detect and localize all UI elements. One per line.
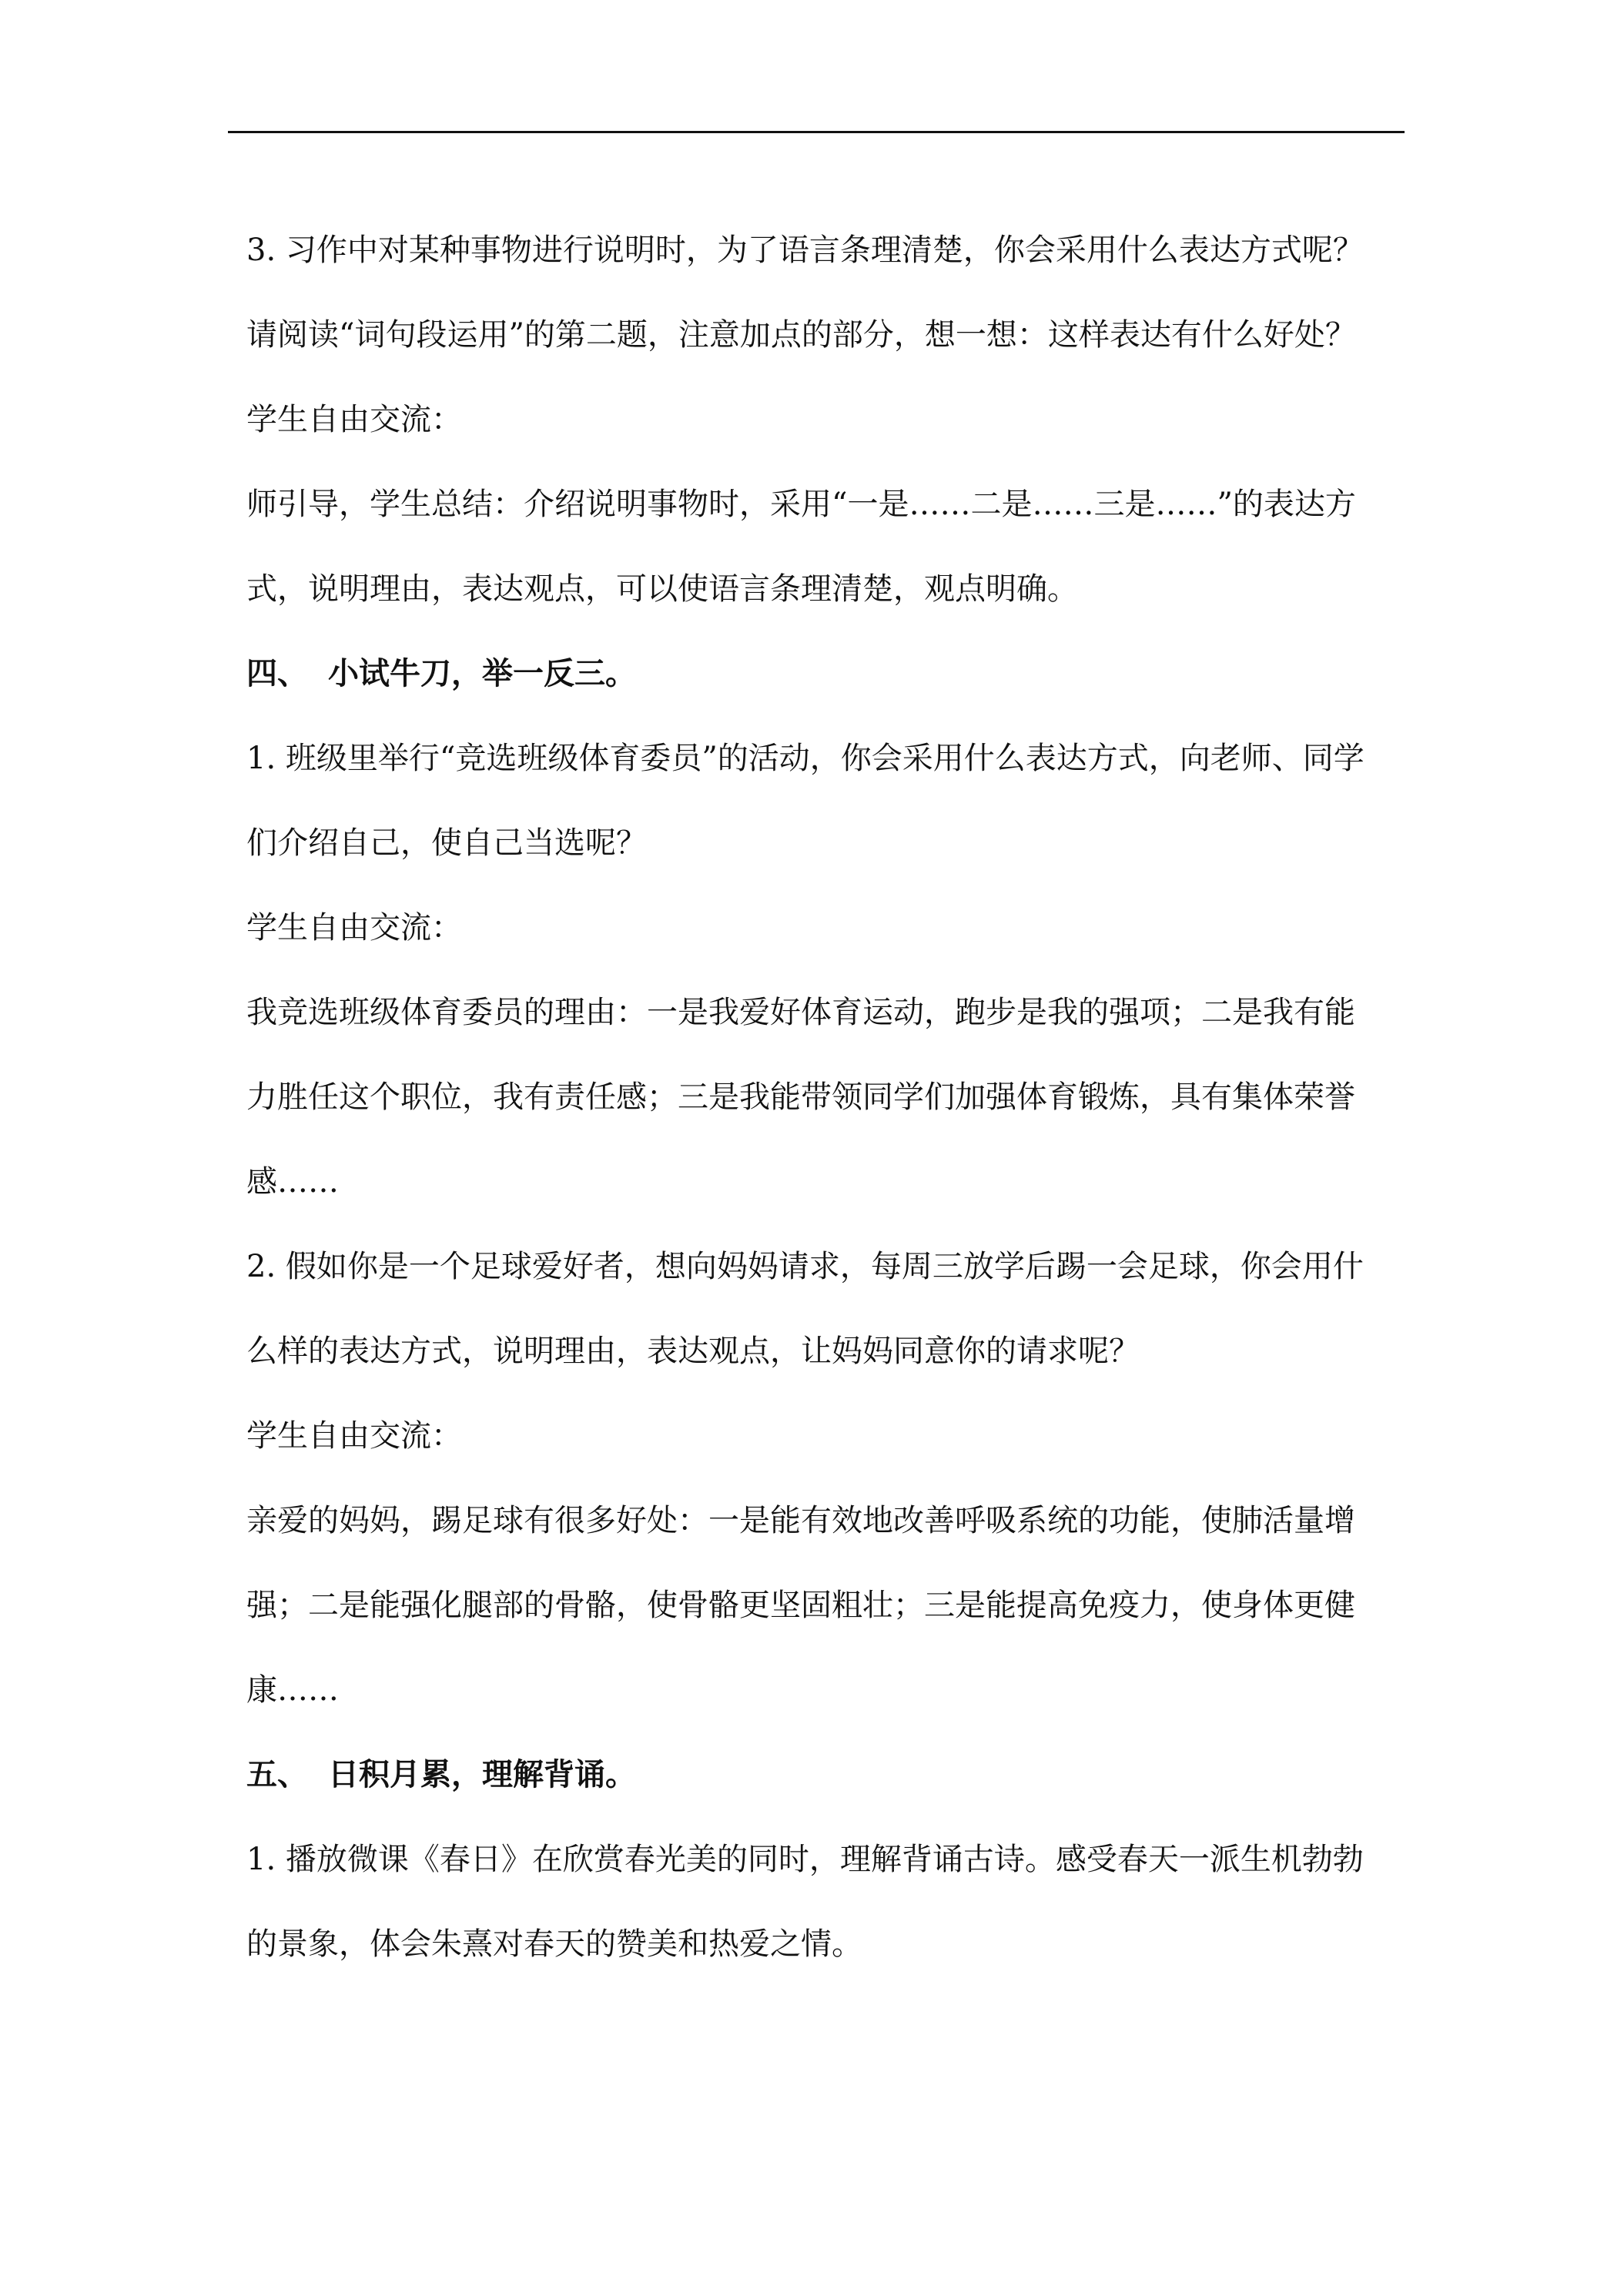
paragraph-student-exchange: 学生自由交流： [246, 1418, 462, 1454]
paragraph-election-answer: 我竞选班级体育委员的理由：一是我爱好体育运动，跑步是我的强项；二是我有能力胜任这个职位，我有责任感；三是我能带领同学们加强体育锻炼，具有集体荣誉感…… [246, 995, 1355, 1200]
section-number: 四、 [246, 655, 308, 691]
paragraph-teacher-summary: 师引导，学生总结：介绍说明事物时，采用“一是……二是……三是……”的表达方式，说明理由，表达观点，可以使语言条理清楚，观点明确。 [246, 487, 1356, 607]
section-number: 五、 [246, 1756, 308, 1792]
paragraph-student-exchange: 学生自由交流： [246, 910, 462, 946]
paragraph-student-exchange: 学生自由交流： [246, 402, 462, 437]
paragraph-q3: 3. 习作中对某种事物进行说明时，为了语言条理清楚，你会采用什么表达方式呢？请阅读“词句段运用”的第二题，注意加点的部分，想一想：这样表达有什么好处？ [246, 233, 1364, 353]
section-title: 日积月累，理解背诵。 [328, 1756, 636, 1792]
section-heading-5 [246, 1732, 1371, 1817]
document-body [246, 208, 1371, 1986]
paragraph-q2-football: 2. 假如你是一个足球爱好者，想向妈妈请求，每周三放学后踢一会足球，你会用什么样的表达方式，说明理由，表达观点，让妈妈同意你的请求呢？ [246, 1249, 1364, 1369]
section-heading-4 [246, 631, 1371, 716]
header-rule [228, 131, 1405, 133]
section-title: 小试牛刀，举一反三。 [328, 655, 636, 691]
paragraph-football-answer: 亲爱的妈妈，踢足球有很多好处：一是能有效地改善呼吸系统的功能，使肺活量增强；二是能强化腿部的骨骼，使骨骼更坚固粗壮；三是能提高免疫力，使身体更健康…… [246, 1503, 1355, 1708]
paragraph-q1-election: 1. 班级里举行“竞选班级体育委员”的活动，你会采用什么表达方式，向老师、同学们介绍自己，使自己当选呢？ [246, 741, 1364, 861]
paragraph-q1-poem: 1. 播放微课《春日》在欣赏春光美的同时，理解背诵古诗。感受春天一派生机勃勃的景象，体会朱熹对春天的赞美和热爱之情。 [246, 1842, 1364, 1962]
